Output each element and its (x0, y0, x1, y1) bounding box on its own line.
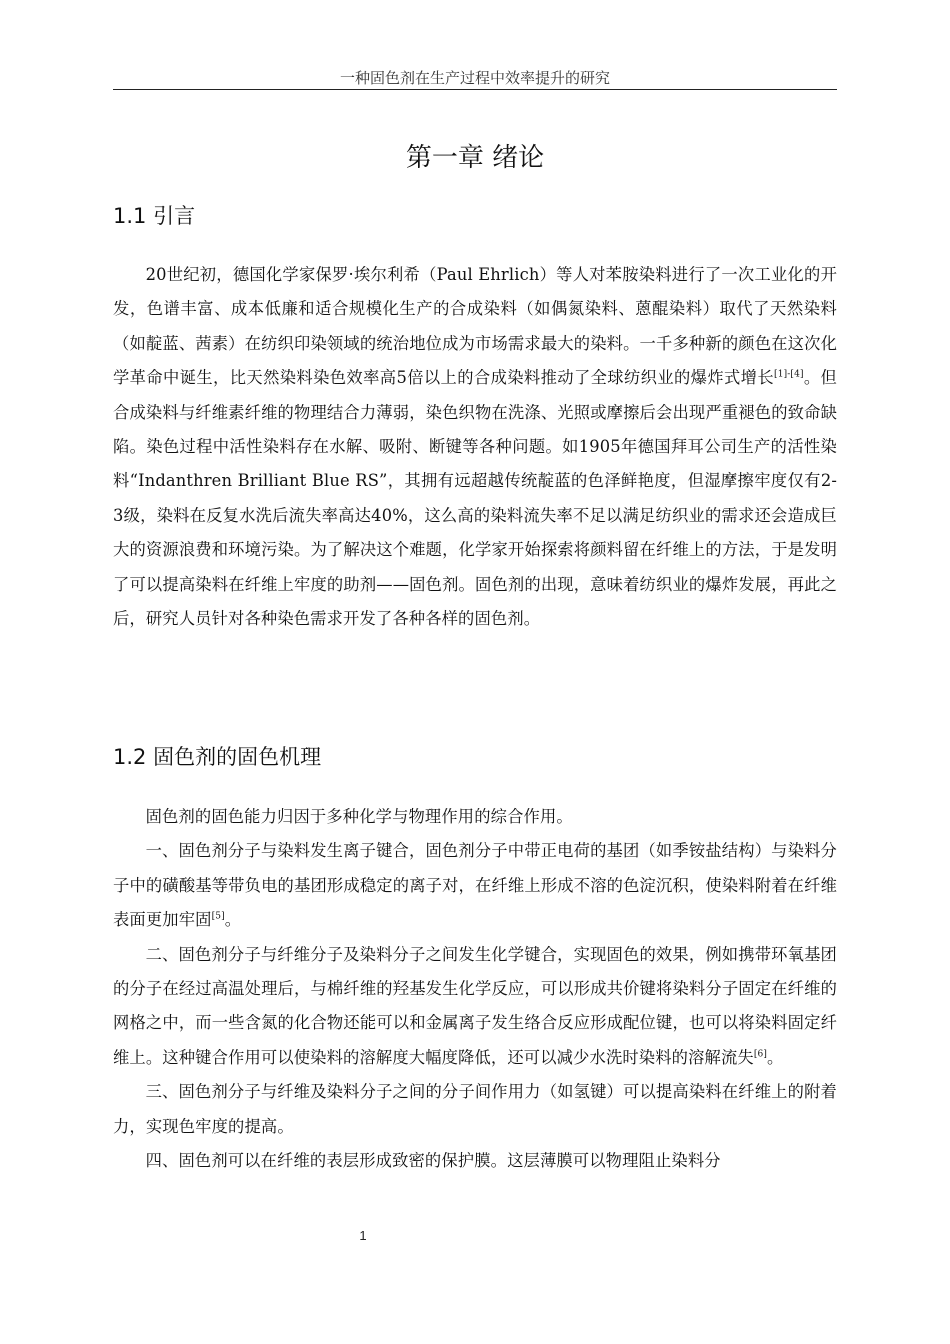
section-1-1-body (113, 258, 837, 636)
page-number: 1 (359, 1228, 367, 1243)
citation: [1]-[4] (774, 369, 804, 380)
header-rule (113, 89, 837, 90)
section-heading-1-1: 1.1 引言 (113, 204, 196, 228)
paragraph: 固色剂的固色能力归因于多种化学与物理作用的综合作用。 (145, 807, 573, 826)
paragraph: 四、固色剂可以在纤维的表层形成致密的保护膜。这层薄膜可以物理阻止染料分 (145, 1151, 721, 1171)
paragraph: 三、固色剂分子与纤维及染料分子之间的分子间作用力（如氢键）可以提高染料在纤维上的附着力，实现色牢度的提高。 (113, 1082, 837, 1136)
section-1-2-body (113, 800, 837, 1178)
running-header: 一种固色剂在生产过程中效率提升的研究 (339, 69, 610, 87)
paragraph: 二、固色剂分子与纤维分子及染料分子之间发生化学键合，实现固色的效果，例如携带环氧基团的分子在经过高温处理后，与棉纤维的羟基发生化学反应，可以形成共价键将染料分子固定在纤维的网格之中，而一些含氮的化合物还能可以和金属离子发生络合反应形成配位键，也可以将染料固定纤维上。这种键合作用可以使染料的溶解度大幅度降低，还可以减少水洗时染料的溶解流失[6]。 (113, 944, 837, 1067)
paragraph: 20世纪初，德国化学家保罗·埃尔利希（Paul Ehrlich）等人对苯胺染料进行了一次工业化的开发，色谱丰富、成本低廉和适合规模化生产的合成染料（如偶氮染料、蒽醌染料）取代了天然染料（如靛蓝、茜素）在纺织印染领域的统治地位成为市场需求最大的染料。一千多种新的颜色在这次化学革命中诞生，比天然染料染色效率高5倍以上的合成染料推动了全球纺织业的爆炸式增长[1]-[4]。但合成染料与纤维素纤维的物理结合力薄弱，染色织物在洗涤、光照或摩擦后会出现严重褪色的致命缺陷。染色过程中活性染料存在水解、吸附、断键等各种问题。如1905年德国拜耳公司生产的活性染料“Indanthren Brilliant Blue RS”，其拥有远超越传统靛蓝的色泽鲜艳度，但湿摩擦牢度仅有2-3级，染料在反复水洗后流失率高达40%，这么高的染料流失率不足以满足纺织业的需求还会造成巨大的资源浪费和环境污染。为了解决这个难题，化学家开始探索将颜料留在纤维上的方法，于是发明了可以提高染料在纤维上牢度的助剂——固色剂。固色剂的出现，意味着纺织业的爆炸发展，再此之后，研究人员针对各种染色需求开发了各种各样的固色剂。 (113, 265, 837, 629)
citation: [6] (753, 1049, 768, 1060)
chapter-title: 第一章 绪论 (405, 143, 545, 173)
citation: [5] (211, 911, 225, 922)
section-heading-1-2: 1.2 固色剂的固色机理 (113, 745, 322, 769)
paragraph: 一、固色剂分子与染料发生离子键合，固色剂分子中带正电荷的基团（如季铵盐结构）与染料分子中的磺酸基等带负电的基团形成稳定的离子对，在纤维上形成不溶的色淀沉积，使染料附着在纤维表面更加牢固[5]。 (113, 841, 837, 930)
